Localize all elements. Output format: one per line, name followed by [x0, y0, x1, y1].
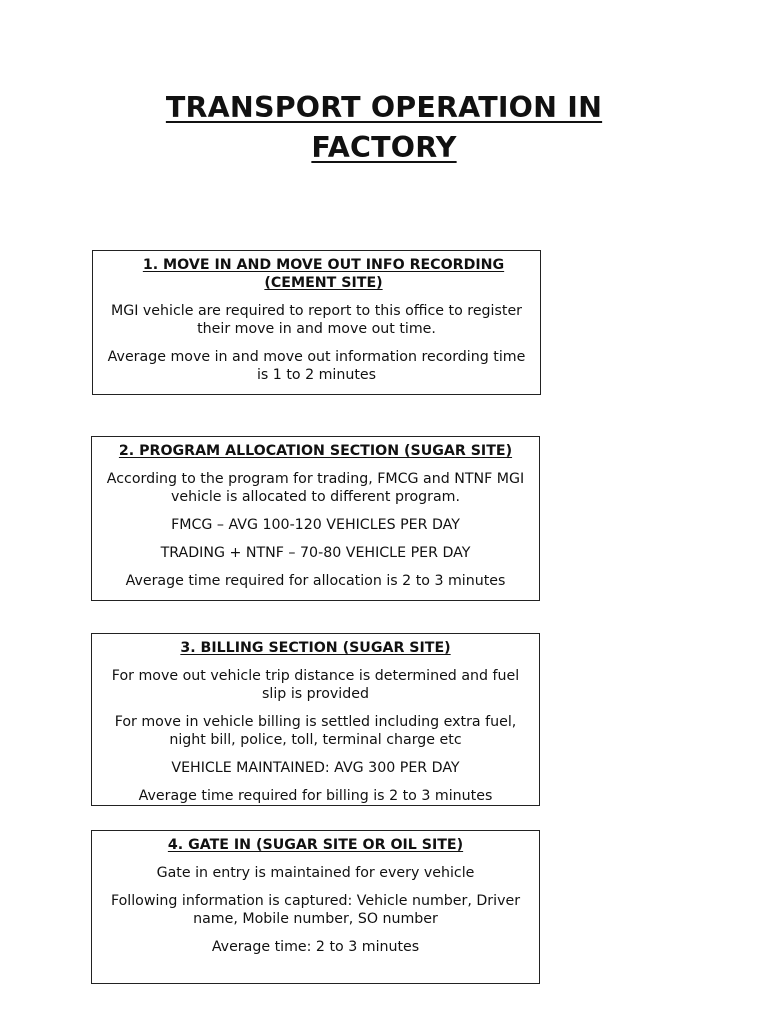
section-program-allocation	[91, 436, 540, 601]
page-title	[100, 88, 668, 168]
section-paragraph: Average time required for billing is 2 to 3 minutes	[138, 788, 493, 804]
section-paragraph: According to the program for trading, FMCG and NTNF MGI vehicle is allocated to different program.	[106, 471, 525, 505]
section-paragraph: Following information is captured: Vehicle number, Driver name, Mobile number, SO number	[110, 893, 521, 927]
page-title-line-1: TRANSPORT OPERATION IN	[165, 91, 603, 124]
section-paragraph: Gate in entry is maintained for every vehicle	[156, 865, 475, 881]
section-paragraph: MGI vehicle are required to report to this office to register their move in and move out time.	[110, 303, 523, 337]
section-heading: 3. BILLING SECTION (SUGAR SITE)	[180, 640, 451, 656]
section-heading: 2. PROGRAM ALLOCATION SECTION (SUGAR SITE)	[118, 443, 513, 459]
section-paragraph: VEHICLE MAINTAINED: AVG 300 PER DAY	[171, 760, 460, 776]
section-heading: 4. GATE IN (SUGAR SITE OR OIL SITE)	[167, 837, 464, 853]
section-move-in-move-out	[92, 250, 541, 395]
page-title-line-2: FACTORY	[311, 131, 457, 164]
section-paragraph: For move out vehicle trip distance is determined and fuel slip is provided	[111, 668, 520, 702]
section-paragraph: Average time: 2 to 3 minutes	[211, 939, 420, 955]
section-gate-in	[91, 830, 540, 984]
section-heading-line-1: 1. MOVE IN AND MOVE OUT INFO RECORDING	[142, 257, 505, 273]
section-paragraph: FMCG – AVG 100-120 VEHICLES PER DAY	[171, 517, 460, 533]
section-paragraph: TRADING + NTNF – 70-80 VEHICLE PER DAY	[160, 545, 471, 561]
section-paragraph: Average move in and move out information recording time is 1 to 2 minutes	[107, 349, 526, 383]
section-billing	[91, 633, 540, 806]
section-paragraph: Average time required for allocation is 2 to 3 minutes	[125, 573, 506, 589]
section-paragraph: For move in vehicle billing is settled including extra fuel, night bill, police, toll, terminal charge etc	[114, 714, 517, 748]
section-heading	[103, 256, 530, 292]
section-heading-line-2: (CEMENT SITE)	[264, 275, 383, 291]
